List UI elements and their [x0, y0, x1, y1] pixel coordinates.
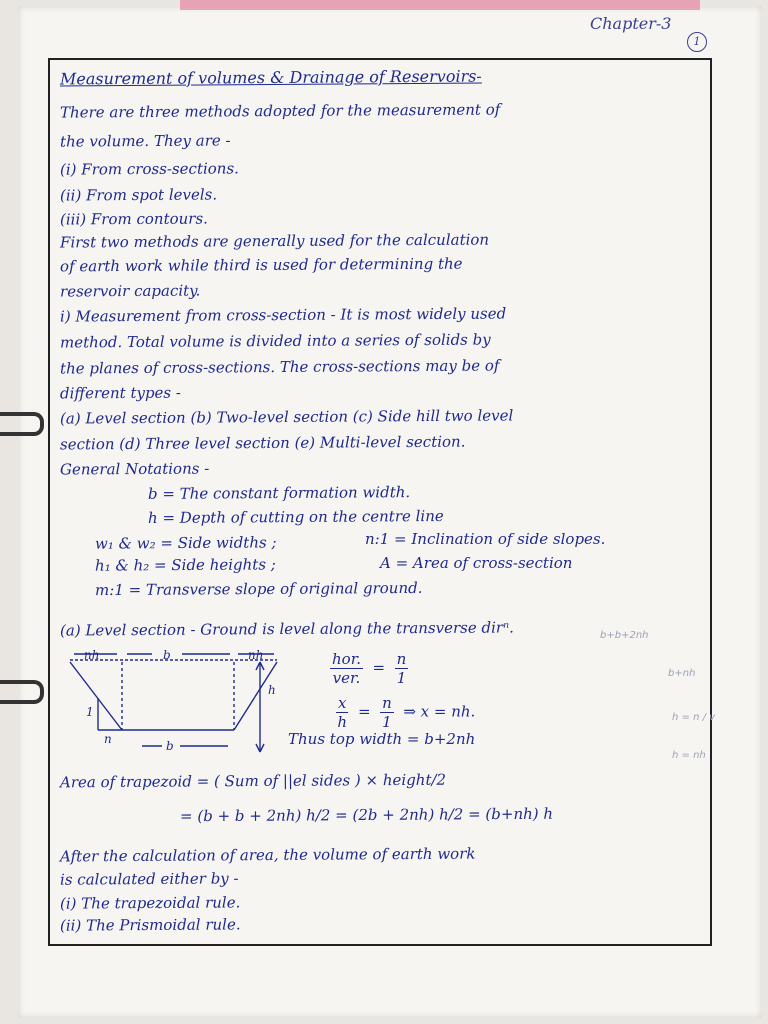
binder-ring-upper	[0, 412, 44, 436]
margin-scribble-1: b+b+2nh	[600, 630, 649, 641]
after-line-2: is calculated either by -	[59, 869, 239, 889]
binder-ring-lower	[0, 680, 44, 704]
intro-line-2: the volume. They are -	[59, 131, 231, 151]
section-types-line-2: section (d) Three level section (e) Multi-level section.	[59, 432, 466, 454]
cross-section-line-3: the planes of cross-sections. The cross-sections may be of	[59, 356, 500, 378]
section-types-line-1: (a) Level section (b) Two-level section (c) Side hill two level	[59, 406, 514, 428]
notation-m: m:1 = Transverse slope of original ground.	[94, 578, 423, 600]
general-notations-heading: General Notations -	[59, 459, 210, 479]
ratio-one: 1	[396, 669, 407, 687]
diagram-label-h: h	[268, 683, 276, 697]
area-derivation-line: = (b + b + 2nh) h/2 = (2b + 2nh) h/2 = (b+nh) h	[179, 804, 554, 826]
notation-h: h = Depth of cutting on the centre line	[147, 506, 444, 528]
pink-tape-strip	[180, 0, 700, 10]
diagram-label-nh-left: nh	[84, 650, 100, 662]
rule-1: (i) The trapezoidal rule.	[59, 893, 241, 913]
usage-line-2: of earth work while third is used for determining the	[59, 254, 463, 276]
ratio-n: n	[396, 650, 407, 668]
intro-line-1: There are three methods adopted for the measurement of	[59, 100, 501, 122]
diagram-label-b-bottom: b	[166, 739, 174, 753]
ratio-ver: ver.	[332, 669, 361, 687]
notation-n: n:1 = Inclination of side slopes.	[365, 530, 606, 548]
page-number: 1	[687, 32, 707, 52]
x-den: h	[337, 713, 348, 731]
x-num: x	[338, 694, 347, 712]
notation-w: w₁ & w₂ = Side widths ;	[94, 533, 277, 553]
usage-line-1: First two methods are generally used for the calculation	[59, 230, 490, 252]
level-section-heading: (a) Level section - Ground is level along the transverse dirⁿ.	[59, 618, 514, 640]
usage-line-3: reservoir capacity.	[59, 281, 201, 301]
cross-section-line-1: i) Measurement from cross-section - It is most widely used	[59, 304, 507, 326]
cross-section-line-2: method. Total volume is divided into a series of solids by	[59, 330, 491, 352]
after-line-1: After the calculation of area, the volume of earth work	[59, 844, 476, 866]
method-2: (ii) From spot levels.	[59, 185, 218, 205]
level-section-diagram	[62, 650, 312, 765]
cross-section-line-4: different types -	[59, 383, 181, 403]
notes-title: Measurement of volumes & Drainage of Reservoirs-	[59, 66, 482, 89]
x-result: ⇒ x = nh.	[403, 702, 476, 721]
area-trapezoid-line: Area of trapezoid = ( Sum of ||el sides ) × height/2	[59, 770, 447, 792]
ratio-equals: =	[372, 658, 386, 677]
ratio-hor: hor.	[332, 650, 361, 668]
margin-scribble-2: b+nh	[668, 668, 696, 679]
margin-scribble-3: h = n / v	[672, 712, 716, 723]
top-width-line: Thus top width = b+2nh	[288, 730, 476, 748]
chapter-label: Chapter-3	[590, 14, 672, 33]
rule-2: (ii) The Prismoidal rule.	[59, 915, 241, 935]
notation-h1-h2: h₁ & h₂ = Side heights ;	[94, 555, 276, 575]
method-3: (iii) From contours.	[59, 209, 208, 229]
diagram-label-nh-right: nh	[248, 650, 264, 662]
x-equation: $\frac{x}{h}$ = $\frac{n}{1}$ ⇒ x = nh.	[337, 694, 476, 731]
diagram-label-b-top: b	[163, 650, 171, 662]
notation-a: A = Area of cross-section	[380, 554, 573, 572]
diagram-label-1: 1	[86, 705, 94, 719]
margin-scribble-4: h = nh	[672, 750, 706, 761]
diagram-label-n: n	[104, 732, 112, 746]
ratio-equation	[330, 650, 408, 687]
notation-b: b = The constant formation width.	[147, 483, 411, 503]
method-1: (i) From cross-sections.	[59, 159, 239, 179]
